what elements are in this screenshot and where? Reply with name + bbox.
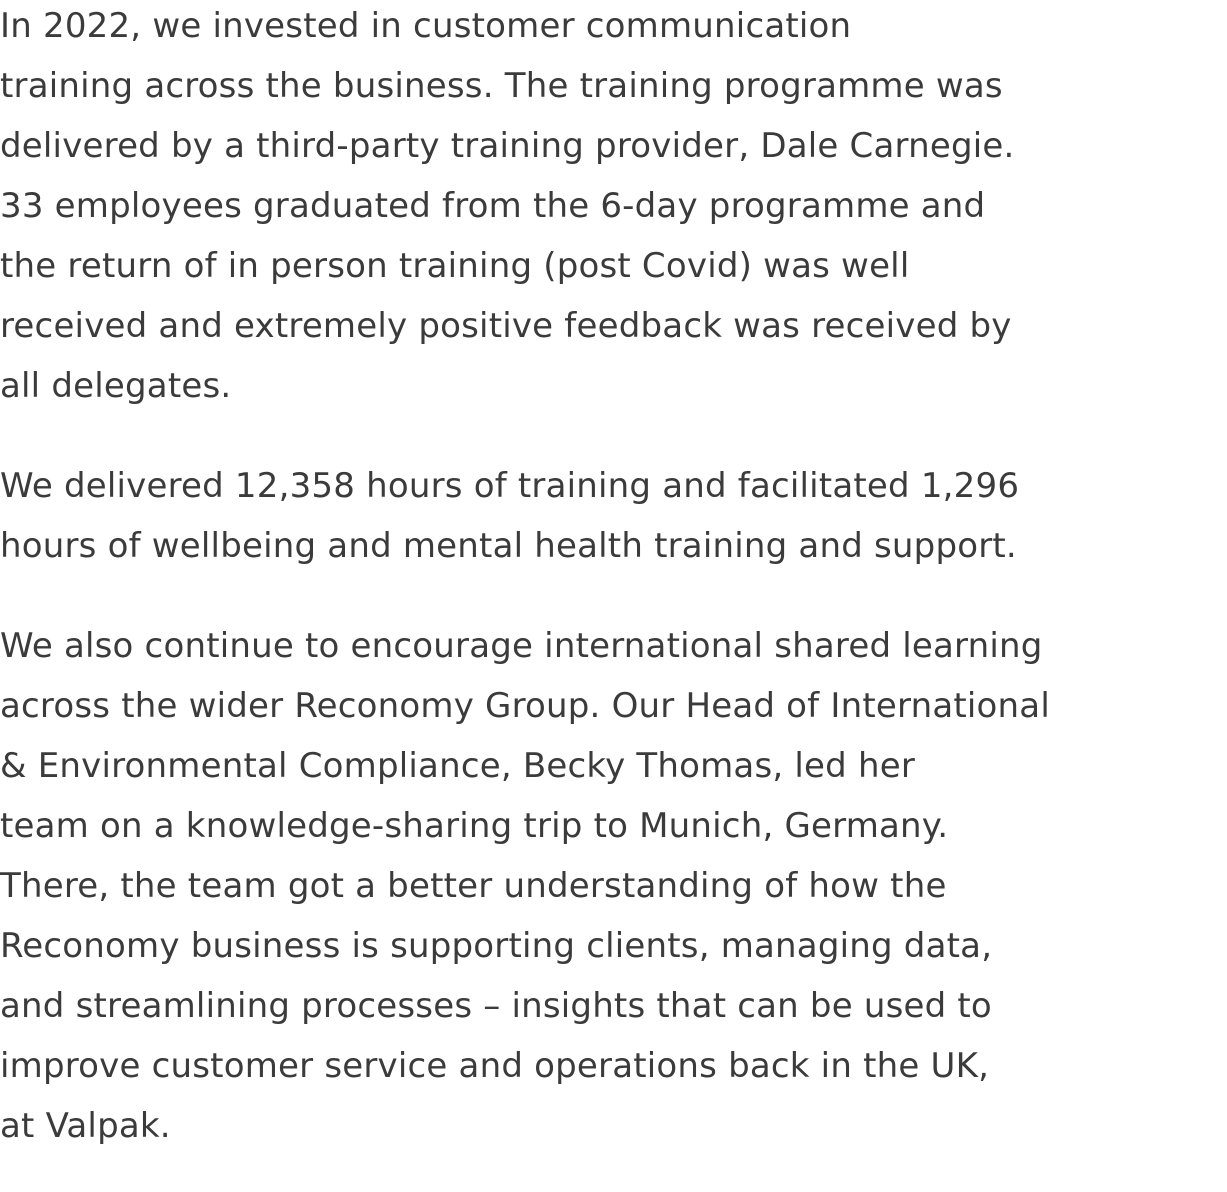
paragraph-international-learning: [0, 616, 1227, 1156]
text-line: In 2022, we invested in customer communication: [0, 6, 852, 46]
text-line: all delegates.: [0, 366, 232, 406]
text-line: We delivered 12,358 hours of training and facilitated 1,296: [0, 466, 1020, 506]
paragraph-training-programme: [0, 0, 1227, 416]
text-line: There, the team got a better understanding of how the: [0, 866, 947, 906]
text-line: delivered by a third-party training provider, Dale Carnegie.: [0, 126, 1015, 166]
text-line: training across the business. The training programme was: [0, 66, 1003, 106]
text-line: improve customer service and operations back in the UK,: [0, 1046, 990, 1086]
paragraph-training-hours: [0, 456, 1227, 576]
text-line: at Valpak.: [0, 1106, 171, 1146]
text-line: received and extremely positive feedback was received by: [0, 306, 1012, 346]
text-line: and streamlining processes – insights that can be used to: [0, 986, 992, 1026]
text-line: hours of wellbeing and mental health training and support.: [0, 526, 1017, 566]
text-line: Reconomy business is supporting clients, managing data,: [0, 926, 993, 966]
text-line: & Environmental Compliance, Becky Thomas, led her: [0, 746, 916, 786]
text-line: the return of in person training (post Covid) was well: [0, 246, 910, 286]
text-line: We also continue to encourage international shared learning: [0, 626, 1043, 666]
text-line: 33 employees graduated from the 6-day programme and: [0, 186, 986, 226]
text-line: across the wider Reconomy Group. Our Head of International: [0, 686, 1050, 726]
text-line: team on a knowledge-sharing trip to Munich, Germany.: [0, 806, 949, 846]
